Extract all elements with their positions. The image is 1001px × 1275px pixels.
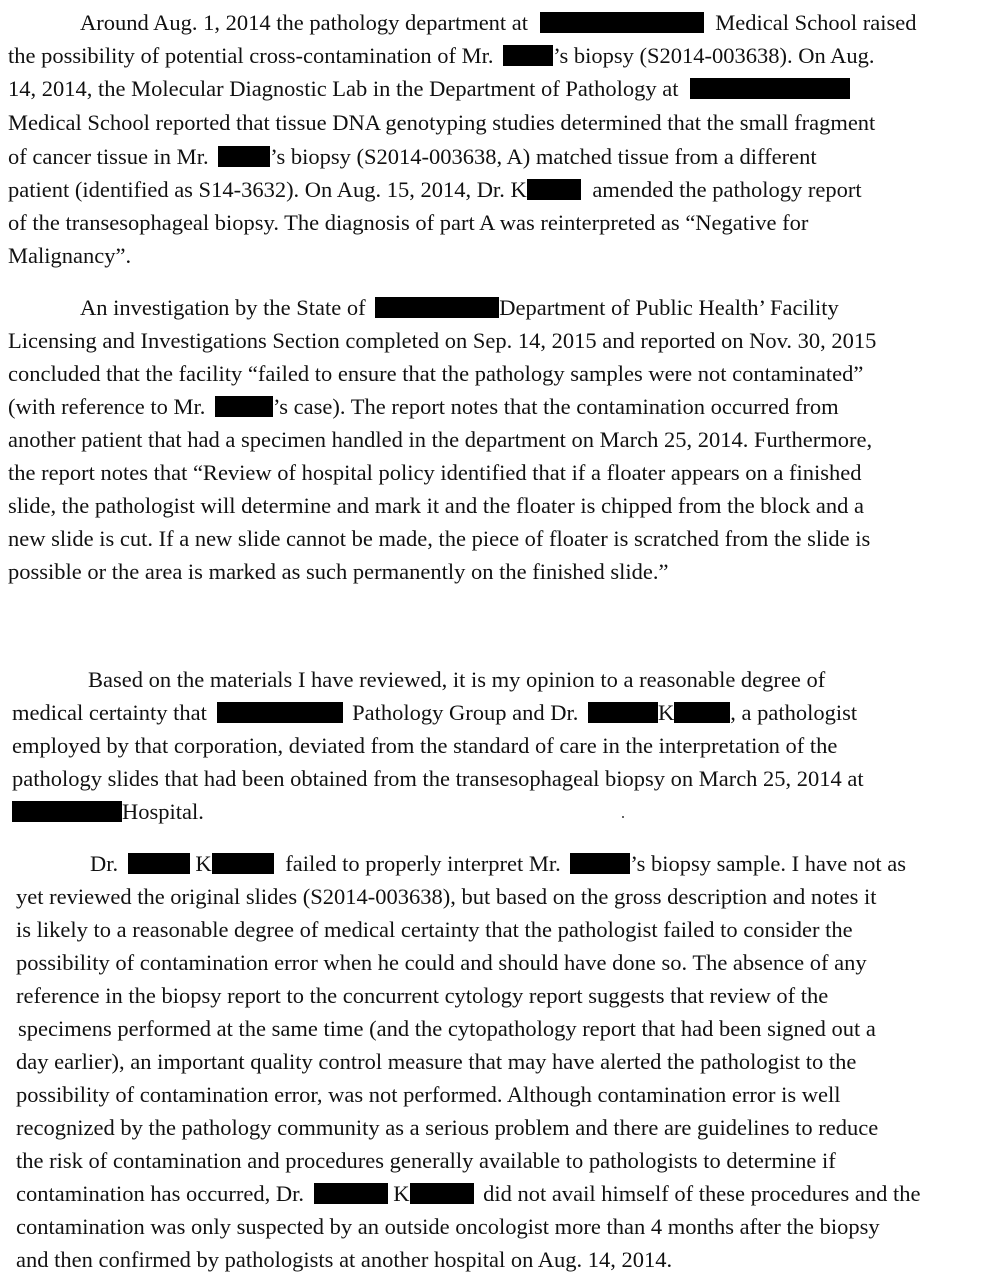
p4-line-8 [16,1082,841,1108]
redaction-bar [375,297,499,318]
redaction-bar [217,702,343,723]
redaction-bar [570,853,630,874]
redaction-bar [212,853,274,874]
text: , a pathologist [730,700,858,725]
text: K [195,851,212,876]
text: Department of Public Health’ Facility [499,295,839,320]
redaction-bar [12,801,122,822]
text: 14, 2014, the Molecular Diagnostic Lab in the Department of Pathology at [8,76,679,101]
text: new slide is cut. If a new slide cannot be made, the piece of floater is scratched from the slide is [8,526,871,551]
p2-line-1 [80,295,839,321]
redaction-bar [410,1183,474,1204]
text: Dr. [90,851,119,876]
p3-line-1 [88,667,825,693]
p1-line-1 [80,10,917,36]
p4-line-2 [16,884,876,910]
p4-line-3 [16,917,853,943]
text: contamination has occurred, Dr. [16,1181,305,1206]
text: the possibility of potential cross-contamination of Mr. [8,43,494,68]
text: ’s biopsy (S2014-003638). On Aug. [553,43,875,68]
text: the report notes that “Review of hospital policy identified that if a floater appears on a finished [8,460,862,485]
redaction-bar [314,1183,388,1204]
text: another patient that had a specimen handled in the department on March 25, 2014. Furthermore, [8,427,873,452]
text: amended the pathology report [592,177,862,202]
text: possibility of contamination error, was not performed. Although contamination error is well [16,1082,841,1107]
p4-line-10 [16,1148,836,1174]
text: recognized by the pathology community as a serious problem and there are guidelines to reduce [16,1115,879,1140]
p2-line-2 [8,328,876,354]
p4-line-11 [16,1181,921,1207]
text: slide, the pathologist will determine and mark it and the floater is chipped from the block and a [8,493,865,518]
text: failed to properly interpret Mr. [285,851,561,876]
redaction-bar [588,702,658,723]
p2-line-4 [8,394,839,420]
text: Pathology Group and Dr. [352,700,579,725]
p4-line-12 [16,1214,880,1240]
p1-line-8 [8,243,131,269]
p1-line-7 [8,210,808,236]
p4-line-5 [16,983,828,1009]
text: specimens performed at the same time (and the cytopathology report that had been signed out a [18,1016,876,1041]
redaction-bar [503,45,553,66]
p3-line-2 [12,700,857,726]
text: contamination was only suspected by an outside oncologist more than 4 months after the biopsy [16,1214,880,1239]
redaction-bar [128,853,190,874]
text: did not avail himself of these procedures and the [483,1181,921,1206]
p1-line-2 [8,43,874,69]
p4-line-6 [18,1016,876,1042]
p4-line-1 [90,851,906,877]
text: Around Aug. 1, 2014 the pathology department at [80,10,529,35]
p2-line-3 [8,361,863,387]
text: concluded that the facility “failed to ensure that the pathology samples were not contaminated” [8,361,864,386]
text: K [393,1181,410,1206]
redaction-bar [218,146,270,167]
redaction-bar [674,702,730,723]
text: Medical School reported that tissue DNA genotyping studies determined that the small fragment [8,110,876,135]
p2-line-5 [8,427,872,453]
p4-line-9 [16,1115,878,1141]
p4-line-4 [16,950,867,976]
p2-line-7 [8,493,864,519]
redaction-bar [215,396,273,417]
p2-line-6 [8,460,861,486]
text: Malignancy”. [8,243,132,268]
text: ’s case). The report notes that the contamination occurred from [273,394,839,419]
text: ’s biopsy (S2014-003638, A) matched tissue from a different [270,144,817,169]
text: day earlier), an important quality control measure that may have alerted the pathologist to the [16,1049,857,1074]
redaction-bar [540,12,704,33]
text: ’s biopsy sample. I have not as [630,851,907,876]
text: Based on the materials I have reviewed, it is my opinion to a reasonable degree of [88,667,826,692]
text: K [658,700,675,725]
p4-line-7 [16,1049,856,1075]
text: of cancer tissue in Mr. [8,144,209,169]
text: is likely to a reasonable degree of medical certainty that the pathologist failed to consider the [16,917,853,942]
stray-mark [622,816,624,818]
text: possible or the area is marked as such permanently on the finished slide.” [8,559,669,584]
text: of the transesophageal biopsy. The diagnosis of part A was reinterpreted as “Negative for [8,210,809,235]
p1-line-5 [8,144,817,170]
text: medical certainty that [12,700,207,725]
text: Hospital. [122,799,204,824]
text: possibility of contamination error when he could and should have done so. The absence of any [16,950,867,975]
text: An investigation by the State of [80,295,366,320]
text: employed by that corporation, deviated from the standard of care in the interpretation of the [12,733,838,758]
text: (with reference to Mr. [8,394,206,419]
p1-line-3 [8,76,850,102]
text: and then confirmed by pathologists at another hospital on Aug. 14, 2014. [16,1247,673,1272]
text: patient (identified as S14-3632). On Aug. 15, 2014, Dr. K [8,177,527,202]
p3-line-4 [12,766,864,792]
p3-line-3 [12,733,837,759]
text: Medical School raised [715,10,917,35]
redaction-bar [690,78,850,99]
p3-line-5 [12,799,204,825]
redaction-bar [527,179,581,200]
text: the risk of contamination and procedures generally available to pathologists to determine if [16,1148,836,1173]
text: Licensing and Investigations Section completed on Sep. 14, 2015 and reported on Nov. 30, 2015 [8,328,877,353]
p1-line-6 [8,177,862,203]
p2-line-9 [8,559,668,585]
p4-line-13 [16,1247,672,1273]
text: reference in the biopsy report to the concurrent cytology report suggests that review of the [16,983,829,1008]
text: pathology slides that had been obtained from the transesophageal biopsy on March 25, 2014 at [12,766,864,791]
text: yet reviewed the original slides (S2014-003638), but based on the gross description and notes it [16,884,877,909]
p2-line-8 [8,526,870,552]
p1-line-4 [8,110,875,136]
